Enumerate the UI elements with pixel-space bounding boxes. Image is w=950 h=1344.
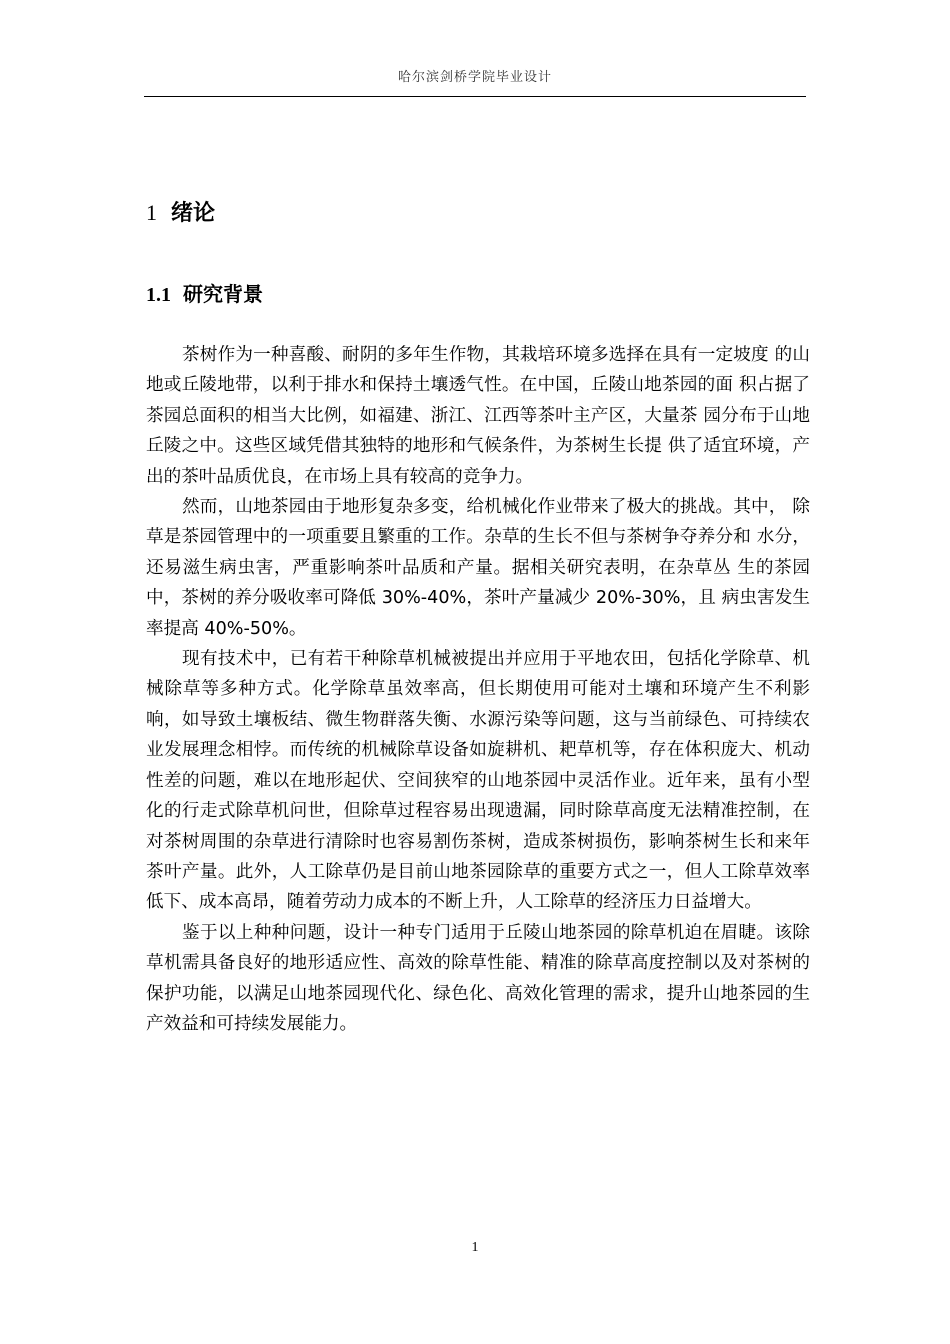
running-header: 哈尔滨剑桥学院毕业设计 (397, 70, 552, 85)
section-title-text: 研究背景 (183, 282, 263, 306)
page-number: 1 (471, 1240, 479, 1255)
chapter-title-text: 绪论 (171, 201, 216, 226)
section-heading (146, 278, 263, 307)
paragraph-2: 然而，山地茶园由于地形复杂多变，给机械化作业带来了极大的挑战。其中， 除草是茶园管理中的一项重要且繁重的工作。杂草的生长不但与茶树争夺养分和 水分，还易滋生病虫害，严重影响茶叶品质和产量。据相关研究表明，在杂草丛 生的茶园中，茶树的养分吸收率可降低 30%-40%，茶叶产量减少 20%-30%，且 病虫害发生率提高 40%-50%。 (146, 497, 810, 639)
paragraph-4: 鉴于以上种种问题，设计一种专门适用于丘陵山地茶园的除草机迫在眉睫。该除草机需具备良好的地形适应性、高效的除草性能、精准的除草高度控制以及对茶树的保护功能，以满足山地茶园现代化、绿色化、高效化管理的需求，提升山地茶园的生产效益和可持续发展能力。 (146, 922, 810, 1034)
chapter-number: 1 (146, 200, 157, 225)
chapter-heading (146, 196, 215, 227)
header-divider (144, 96, 806, 97)
section-number: 1.1 (146, 284, 171, 306)
paragraph-3: 现有技术中，已有若干种除草机械被提出并应用于平地农田，包括化学除草、机械除草等多种方式。化学除草虽效率高，但长期使用可能对土壤和环境产生不利影响，如导致土壤板结、微生物群落失衡、水源污染等问题，这与当前绿色、可持续农业发展理念相悖。而传统的机械除草设备如旋耕机、耙草机等，存在体积庞大、机动性差的问题，难以在地形起伏、空间狭窄的山地茶园中灵活作业。近年来，虽有小型化的行走式除草机问世，但除草过程容易出现遗漏，同时除草高度无法精准控制，在对茶树周围的杂草进行清除时也容易割伤茶树，造成茶树损伤，影响茶树生长和来年茶叶产量。此外，人工除草仍是目前山地茶园除草的重要方式之一，但人工除草效率低下、成本高昂，随着劳动力成本的不断上升，人工除草的经济压力日益增大。 (146, 649, 810, 913)
body-text (146, 340, 810, 1039)
paragraph-1: 茶树作为一种喜酸、耐阴的多年生作物，其栽培环境多选择在具有一定坡度 的山地或丘陵地带，以利于排水和保持土壤透气性。在中国，丘陵山地茶园的面 积占据了茶园总面积的相当大比例，如福建、浙江、江西等茶叶主产区，大量茶 园分布于山地丘陵之中。这些区域凭借其独特的地形和气候条件，为茶树生长提 供了适宜环境，产出的茶叶品质优良，在市场上具有较高的竞争力。 (146, 345, 810, 487)
